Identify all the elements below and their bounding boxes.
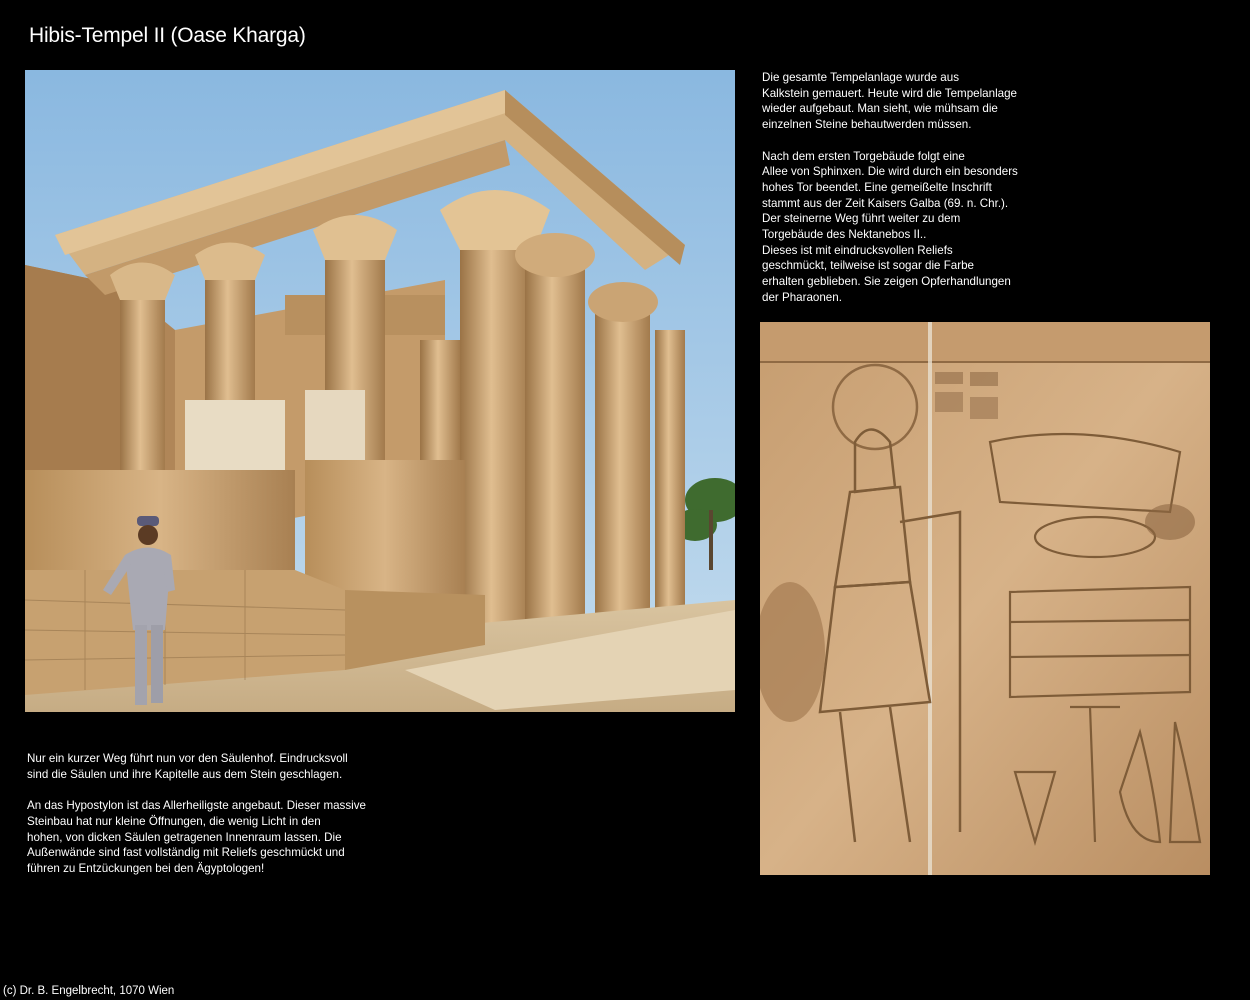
relief-photo (760, 322, 1210, 875)
temple-photo (25, 70, 735, 712)
description-right (762, 70, 1062, 306)
description-left (27, 751, 407, 877)
description-right-paragraph-1: Die gesamte Tempelanlage wurde aus Kalkstein gemauert. Heute wird die Tempelanlage wieder aufgebaut. Man sieht, wie mühsam die einzelnen Steine behautwerden müssen. (762, 71, 1017, 132)
description-right-paragraph-2: Nach dem ersten Torgebäude folgt eine Allee von Sphinxen. Die wird durch ein besonders hohes Tor beendet. Eine gemeißelte Inschrift stammt aus der Zeit Kaisers Galba (69. n. Chr.). Der steinerne Weg führt weiter zu dem Torgebäude des Nektanebos II.. Dieses ist mit eindrucksvollen Reliefs geschmückt, teilweise ist sogar die Farbe erhalten geblieben. Sie zeigen Opferhandlungen der Pharaonen. (762, 149, 1018, 304)
description-left-paragraph-2: An das Hypostylon ist das Allerheiligste angebaut. Dieser massive Steinbau hat nur kleine Öffnungen, die wenig Licht in den hohen, von dicken Säulen getragenen Innenraum lassen. Die Außenwände sind fast vollständig mit Reliefs geschmückt und führen zu Entzückungen bei den Ägyptologen! (27, 799, 366, 875)
copyright-notice: (c) Dr. B. Engelbrecht, 1070 Wien (3, 985, 175, 997)
page-title: Hibis-Tempel II (Oase Kharga) (29, 24, 306, 47)
description-left-paragraph-1: Nur ein kurzer Weg führt nun vor den Säulenhof. Eindrucksvoll sind die Säulen und ihre Kapitelle aus dem Stein geschlagen. (27, 752, 348, 781)
